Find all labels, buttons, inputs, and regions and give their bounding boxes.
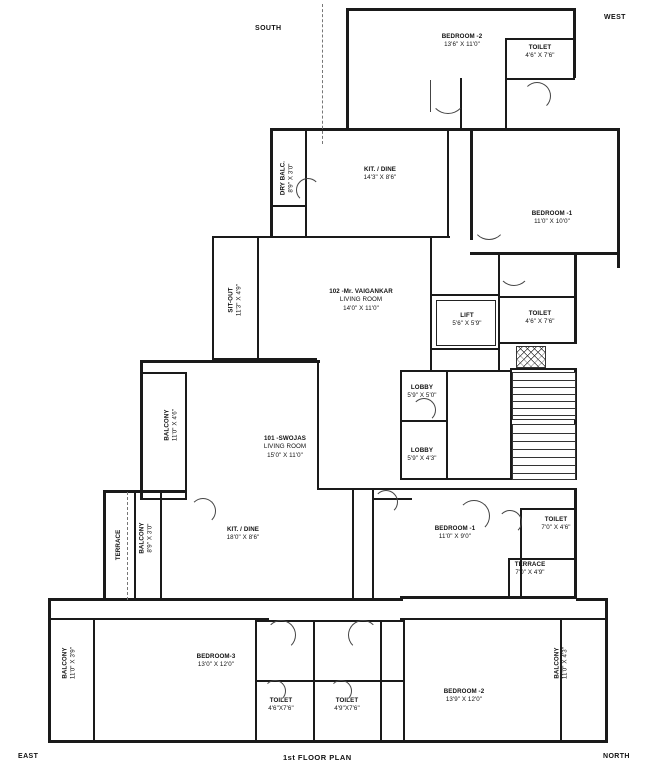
wall bbox=[470, 252, 620, 255]
wall bbox=[48, 598, 104, 601]
wall bbox=[103, 490, 187, 493]
room-name: BALCONY bbox=[138, 522, 146, 554]
room-name: DRY BALC. bbox=[279, 160, 287, 196]
wall bbox=[160, 492, 162, 600]
room-name: TERRACE bbox=[514, 561, 546, 568]
wall bbox=[403, 618, 405, 740]
door-swing bbox=[266, 620, 296, 650]
plan-title: 1st FLOOR PLAN bbox=[283, 753, 352, 762]
wall bbox=[400, 618, 562, 620]
section-dashed-line bbox=[127, 492, 128, 600]
wall bbox=[103, 490, 106, 600]
room-name: 101 -SWOJAS bbox=[263, 435, 307, 442]
room-dimension: 13'6" X 11'0" bbox=[444, 41, 480, 49]
room-dimension: 11'0" X 4'6" bbox=[172, 408, 179, 442]
wall bbox=[48, 740, 608, 743]
room-dimension: 11'0" X 3'9" bbox=[70, 646, 77, 680]
room-label-lobby-2 bbox=[362, 447, 482, 464]
wall bbox=[212, 236, 272, 238]
room-name: TOILET bbox=[528, 310, 552, 317]
room-dimension: 8'9" X 3'0" bbox=[147, 523, 154, 553]
room-dimension: 15'0" X 11'0" bbox=[267, 451, 303, 459]
wall bbox=[212, 236, 214, 360]
room-name: LOBBY bbox=[410, 447, 434, 454]
compass-south: SOUTH bbox=[255, 25, 282, 32]
door-swing bbox=[190, 498, 216, 524]
wall bbox=[352, 490, 354, 600]
wall bbox=[270, 128, 348, 131]
wall bbox=[498, 296, 576, 298]
wall bbox=[140, 360, 143, 500]
room-dimension: 7'0" X 4'9" bbox=[515, 569, 545, 577]
wall bbox=[270, 236, 450, 238]
wall bbox=[470, 128, 620, 131]
room-name: 102 -Mr. VAIGANKAR bbox=[329, 288, 393, 295]
room-name: SIT-OUT bbox=[227, 287, 235, 313]
room-name: BEDROOM -2 bbox=[441, 33, 483, 40]
room-name: TOILET bbox=[528, 44, 552, 51]
room-label-lobby-1 bbox=[362, 384, 482, 401]
wall bbox=[400, 478, 512, 480]
wall bbox=[430, 294, 500, 296]
room-dimension: 13'0" X 12'0" bbox=[197, 661, 235, 669]
door-leaf bbox=[430, 80, 431, 112]
room-name: LIFT bbox=[460, 312, 474, 319]
room-dimension: 5'9" X 5'0" bbox=[407, 392, 437, 400]
door-swing bbox=[374, 490, 398, 514]
room-dimension: 5'6" X 5'9" bbox=[452, 320, 482, 328]
staircase bbox=[512, 372, 576, 420]
room-label-bedroom-3 bbox=[156, 653, 276, 670]
door-swing bbox=[348, 620, 378, 650]
staircase-lower-flight bbox=[512, 424, 576, 480]
wall bbox=[400, 370, 510, 372]
room-label-bedroom-1-right bbox=[492, 210, 612, 227]
wall bbox=[380, 620, 382, 740]
wall bbox=[140, 372, 186, 374]
wall bbox=[430, 294, 432, 370]
room-dimension: LIVING ROOM bbox=[263, 443, 307, 451]
compass-east: EAST bbox=[18, 753, 39, 760]
wall bbox=[257, 238, 259, 360]
room-dimension: 11'0" X 10'0" bbox=[534, 218, 570, 226]
room-label-terrace-left bbox=[115, 530, 123, 561]
room-name: LOBBY bbox=[410, 384, 434, 391]
room-label-balcony-bot-l bbox=[62, 647, 79, 679]
room-label-flat-102 bbox=[301, 288, 421, 313]
room-dimension: 11'0" X 4'3" bbox=[562, 646, 569, 680]
wall bbox=[510, 368, 576, 370]
door-swing bbox=[498, 254, 530, 286]
wall bbox=[400, 488, 576, 490]
wall bbox=[317, 488, 409, 490]
room-name: BEDROOM -2 bbox=[443, 688, 485, 695]
room-label-terrace-right bbox=[470, 561, 590, 578]
wall bbox=[560, 618, 607, 620]
door-swing bbox=[430, 78, 466, 114]
wall bbox=[520, 508, 576, 510]
room-label-balcony-mid bbox=[139, 522, 156, 553]
room-dimension: 4'6"X7'6" bbox=[268, 705, 294, 713]
room-label-dry-balc bbox=[280, 161, 297, 195]
room-dimension: 8'9" X 3'0" bbox=[288, 163, 295, 193]
room-name: TOILET bbox=[335, 697, 359, 704]
door-swing bbox=[296, 178, 320, 202]
room-dimension: 14'0" X 11'0" bbox=[343, 304, 379, 312]
wall bbox=[346, 8, 349, 130]
wall bbox=[270, 128, 273, 238]
section-dashed-line-top bbox=[322, 4, 323, 144]
wall bbox=[573, 8, 576, 78]
room-label-flat-101 bbox=[225, 435, 345, 460]
room-dimension: 4'9"X7'6" bbox=[334, 705, 360, 713]
wall bbox=[574, 488, 577, 598]
wall bbox=[134, 492, 136, 600]
room-label-toilet-low bbox=[496, 516, 616, 533]
room-label-balcony-left bbox=[164, 409, 181, 441]
room-dimension: 18'0" X 8'6" bbox=[226, 534, 260, 542]
room-label-sit-out bbox=[228, 284, 245, 316]
room-dimension: 14'3" X 8'6" bbox=[363, 174, 397, 182]
room-name: BEDROOM-3 bbox=[196, 653, 236, 660]
room-dimension: 4'6" X 7'6" bbox=[525, 52, 555, 60]
room-dimension: 4'6" X 7'6" bbox=[525, 318, 555, 326]
room-dimension: LIVING ROOM bbox=[339, 296, 383, 304]
wall bbox=[140, 360, 320, 363]
room-label-toilet-mid bbox=[480, 310, 600, 327]
room-name: KIT. / DINE bbox=[363, 166, 397, 173]
wall bbox=[48, 618, 94, 620]
compass-west: WEST bbox=[604, 14, 626, 21]
room-name: BEDROOM -1 bbox=[434, 525, 476, 532]
door-swing bbox=[412, 398, 436, 422]
room-dimension: 13'9" X 12'0" bbox=[445, 696, 483, 704]
compass-north: NORTH bbox=[603, 753, 630, 760]
wall bbox=[103, 598, 403, 601]
room-label-kit-dine-bottom bbox=[183, 526, 303, 543]
wall bbox=[447, 130, 449, 238]
wall bbox=[93, 618, 269, 620]
wall bbox=[270, 205, 306, 207]
room-label-kit-dine-top bbox=[320, 166, 440, 183]
room-label-bedroom-2-bot bbox=[404, 688, 524, 705]
room-name: BALCONY bbox=[163, 409, 171, 441]
wall bbox=[430, 348, 500, 350]
door-swing bbox=[523, 82, 551, 110]
wall bbox=[313, 620, 315, 740]
room-dimension: 5'9" X 4'3" bbox=[407, 455, 437, 463]
room-name: BALCONY bbox=[553, 647, 561, 679]
room-name: TERRACE bbox=[114, 529, 122, 561]
wall bbox=[185, 372, 187, 500]
room-label-toilet-top bbox=[480, 44, 600, 61]
room-name: KIT. / DINE bbox=[226, 526, 260, 533]
wall bbox=[93, 618, 95, 740]
room-name: TOILET bbox=[544, 516, 568, 523]
wall bbox=[400, 596, 576, 599]
room-name: BALCONY bbox=[61, 647, 69, 679]
wall bbox=[346, 8, 576, 11]
wall bbox=[140, 498, 186, 500]
wall bbox=[574, 254, 577, 344]
room-label-balcony-bot-r bbox=[554, 647, 571, 679]
room-dimension: 11'0" X 9'0" bbox=[438, 533, 472, 541]
wall bbox=[430, 238, 432, 296]
wall bbox=[576, 598, 607, 601]
wall bbox=[617, 128, 620, 268]
wall bbox=[48, 598, 51, 742]
shaft-hatch bbox=[516, 346, 546, 368]
room-name: BEDROOM -1 bbox=[531, 210, 573, 217]
room-dimension: 7'0" X 4'6" bbox=[541, 524, 571, 532]
room-name: TOILET bbox=[269, 697, 293, 704]
wall bbox=[498, 342, 576, 344]
room-dimension: 11'3" X 4'9" bbox=[236, 283, 243, 317]
wall bbox=[317, 360, 319, 488]
room-label-toilet-b2 bbox=[287, 697, 407, 714]
wall bbox=[605, 598, 608, 742]
wall bbox=[505, 78, 575, 80]
wall bbox=[508, 558, 576, 560]
